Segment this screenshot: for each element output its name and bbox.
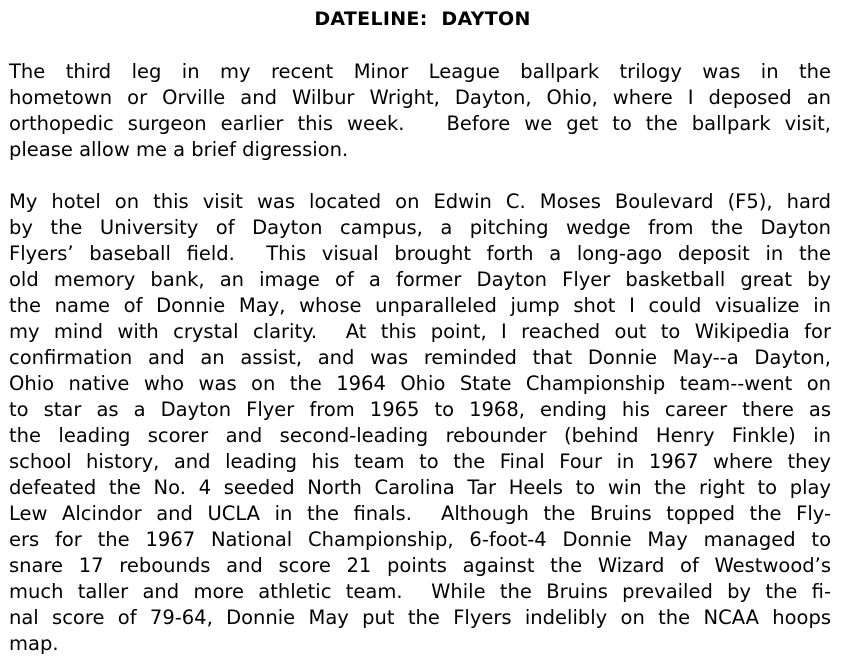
- document-title: DATELINE: DAYTON: [314, 8, 531, 30]
- text-line: by the University of Dayton campus, a pitching wedge from the Dayton: [9, 216, 831, 239]
- text-line: the leading scorer and second-leading rebounder (behind Henry Finkle) in: [9, 424, 831, 447]
- text-line: to star as a Dayton Flyer from 1965 to 1968, ending his career there as: [9, 398, 831, 421]
- text-line: much taller and more athletic team. While the Bruins prevailed by the fi-: [9, 580, 831, 603]
- text-line: confirmation and an assist, and was reminded that Donnie May--a Dayton,: [9, 346, 831, 369]
- text-line: orthopedic surgeon earlier this week. Before we get to the ballpark visit,: [9, 112, 831, 135]
- text-line: school history, and leading his team to the Final Four in 1967 where they: [9, 450, 831, 473]
- text-line: please allow me a brief digression.: [9, 138, 349, 161]
- text-line: old memory bank, an image of a former Dayton Flyer basketball great by: [9, 268, 831, 291]
- text-line: Flyers’ baseball field. This visual brought forth a long-ago deposit in the: [9, 242, 831, 265]
- text-line: Lew Alcindor and UCLA in the finals. Although the Bruins topped the Fly-: [9, 502, 831, 525]
- text-line: My hotel on this visit was located on Edwin C. Moses Boulevard (F5), hard: [9, 190, 831, 213]
- paragraph-digression-intro: [9, 59, 831, 163]
- text-line: map.: [9, 632, 59, 655]
- text-line: Ohio native who was on the 1964 Ohio State Championship team--went on: [9, 372, 831, 395]
- text-line: defeated the No. 4 seeded North Carolina Tar Heels to win the right to play: [9, 476, 831, 499]
- text-line: my mind with crystal clarity. At this point, I reached out to Wikipedia for: [9, 320, 831, 343]
- text-line: The third leg in my recent Minor League ballpark trilogy was in the: [9, 60, 831, 83]
- text-line: hometown or Orville and Wilbur Wright, Dayton, Ohio, where I deposed an: [9, 86, 831, 109]
- text-line: the name of Donnie May, whose unparalleled jump shot I could visualize in: [9, 294, 831, 317]
- text-line: snare 17 rebounds and score 21 points against the Wizard of Westwood’s: [9, 554, 831, 577]
- text-line: nal score of 79-64, Donnie May put the Flyers indelibly on the NCAA hoops: [9, 606, 831, 629]
- text-line: ers for the 1967 National Championship, 6-foot-4 Donnie May managed to: [9, 528, 831, 551]
- paragraph-donnie-may: [9, 189, 831, 657]
